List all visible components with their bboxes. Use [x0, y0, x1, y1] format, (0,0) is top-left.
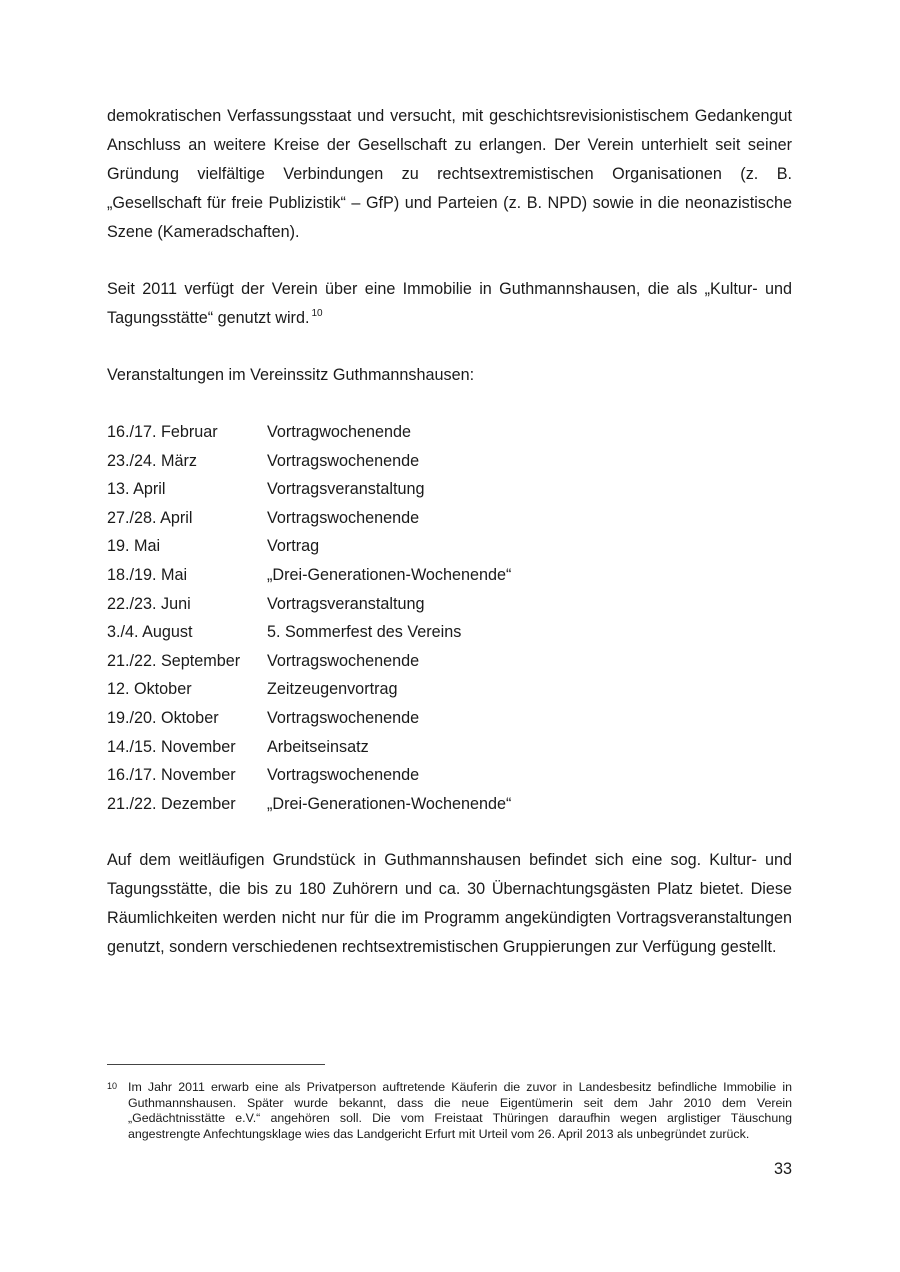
- event-date: 3./4. August: [107, 623, 193, 642]
- event-date: 16./17. November: [107, 766, 236, 785]
- paragraph-property-text: Seit 2011 verfügt der Verein über eine Immobilie in Guthmannshausen, die als „Kultur- und Tagungsstätte“ genutzt wird.: [107, 280, 792, 327]
- event-title: Vortrag: [267, 537, 320, 556]
- event-row: [107, 590, 792, 619]
- event-title: Vortragswochenende: [267, 451, 420, 470]
- footnote-number: 10: [107, 1081, 118, 1091]
- event-row: [107, 704, 792, 733]
- event-date: 19. Mai: [107, 537, 161, 556]
- event-title: Vortragswochenende: [267, 651, 420, 670]
- event-row: [107, 561, 792, 590]
- event-date: 22./23. Juni: [107, 594, 191, 613]
- event-date: 21./22. September: [107, 651, 241, 670]
- event-date: 14./15. November: [107, 737, 236, 756]
- event-title: Vortragwochenende: [267, 423, 411, 441]
- footnote: [107, 1080, 792, 1142]
- event-title: „Drei-Generationen-Wochenende“: [267, 565, 512, 584]
- event-title: Vortragswochenende: [267, 508, 420, 527]
- page-number: 33: [773, 1160, 792, 1178]
- events-heading: Veranstaltungen im Vereinssitz Guthmannshausen:: [107, 366, 475, 384]
- event-row: [107, 447, 792, 476]
- document-body: [107, 102, 792, 962]
- event-row: [107, 475, 792, 504]
- event-row: [107, 733, 792, 762]
- event-row: [107, 532, 792, 561]
- event-date: 21./22. Dezember: [107, 794, 236, 813]
- event-date: 23./24. März: [107, 451, 197, 470]
- event-row: [107, 790, 792, 819]
- paragraph-property: [107, 275, 792, 333]
- event-title: „Drei-Generationen-Wochenende“: [267, 794, 512, 813]
- event-title: Vortragswochenende: [267, 766, 420, 785]
- event-row: [107, 504, 792, 533]
- paragraph-intro: demokratischen Verfassungsstaat und versucht, mit geschichtsrevisionistischem Gedankengut Anschluss an weitere Kreise der Gesellschaft zu erlangen. Der Verein unterhielt seit seiner Gründung vielfältige Verbindungen zu rechtsextremistischen Organisationen (z. B. „Gesellschaft für freie Publizistik“ – GfP) und Parteien (z. B. NPD) sowie in die neonazistische Szene (Kameradschaften).: [107, 107, 792, 241]
- event-title: Vortragsveranstaltung: [267, 594, 425, 613]
- footnote-text: Im Jahr 2011 erwarb eine als Privatperson auftretende Käuferin die zuvor in Landesbesitz befindliche Immobilie in Guthmannshausen. Später wurde bekannt, dass die neue Eigentümerin seit dem Jahr 2010 dem Verein „Gedächtnisstätte e.V.“ angehören soll. Die vom Freistaat Thüringen daraufhin wegen arglistiger Täuschung angestrengte Anfechtungsklage wies das Landgericht Erfurt mit Urteil vom 26. April 2013 als unbegründet zurück.: [128, 1080, 792, 1141]
- footnote-reference: 10: [311, 308, 323, 319]
- event-title: 5. Sommerfest des Vereins: [267, 623, 462, 642]
- event-row: [107, 675, 792, 704]
- event-title: Arbeitseinsatz: [267, 737, 369, 756]
- events-list: [107, 418, 792, 818]
- event-row: [107, 418, 792, 447]
- event-row: [107, 647, 792, 676]
- event-title: Vortragsveranstaltung: [267, 480, 425, 499]
- paragraph-venue: Auf dem weitläufigen Grundstück in Guthmannshausen befindet sich eine sog. Kultur- und Tagungsstätte, die bis zu 180 Zuhörern und ca. 30 Übernachtungsgästen Platz bietet. Diese Räumlichkeiten werden nicht nur für die im Programm angekündigten Vortragsveranstaltungen genutzt, sondern verschiedenen rechtsextremistischen Gruppierungen zur Verfügung gestellt.: [107, 851, 792, 957]
- event-date: 19./20. Oktober: [107, 708, 219, 727]
- event-date: 18./19. Mai: [107, 565, 188, 584]
- event-title: Vortragswochenende: [267, 708, 420, 727]
- event-row: [107, 618, 792, 647]
- event-date: 12. Oktober: [107, 680, 192, 699]
- event-date: 16./17. Februar: [107, 423, 218, 441]
- event-row: [107, 761, 792, 790]
- event-date: 27./28. April: [107, 508, 193, 527]
- event-date: 13. April: [107, 480, 166, 499]
- event-title: Zeitzeugenvortrag: [267, 680, 398, 699]
- footnote-separator: [107, 1064, 325, 1065]
